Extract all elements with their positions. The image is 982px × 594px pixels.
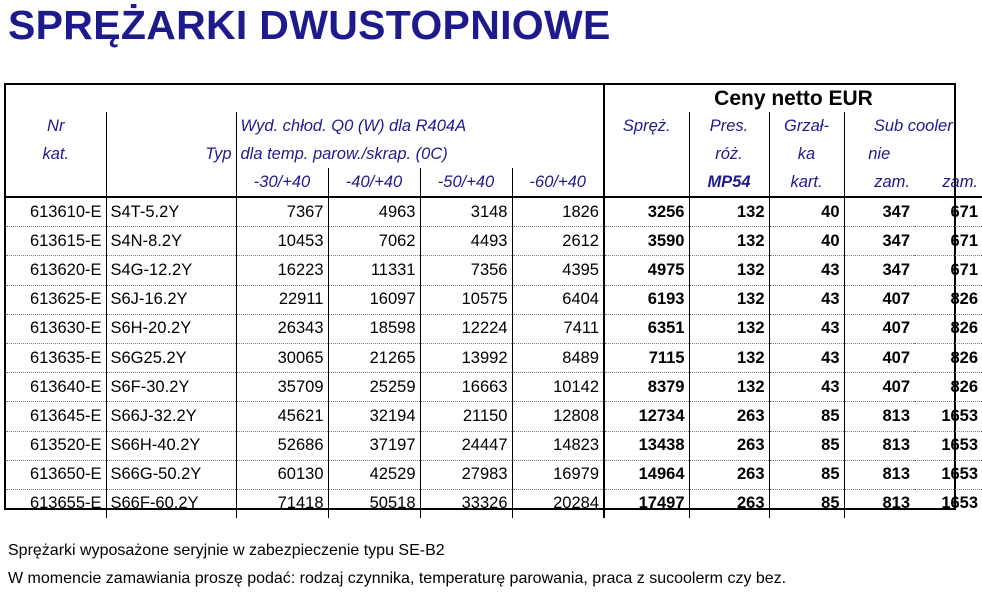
price-compressor: 13438: [604, 431, 689, 460]
table-row: [6, 343, 982, 372]
model-type: S66H-40.2Y: [106, 431, 236, 460]
price-compressor: 17497: [604, 489, 689, 518]
model-type: S4T-5.2Y: [106, 197, 236, 227]
footnote-1: Sprężarki wyposażone seryjnie w zabezpieczenie typu SE-B2: [8, 542, 445, 559]
price-subcooler-yes: 1653: [941, 494, 979, 513]
header-heater: Grzał-: [769, 112, 844, 140]
price-group-header: Ceny netto EUR: [604, 85, 982, 112]
price-subcooler-no: 407: [844, 285, 914, 314]
price-heater: 40: [769, 197, 844, 227]
model-type: S6J-16.2Y: [106, 285, 236, 314]
price-compressor: 6351: [604, 314, 689, 343]
price-heater: 85: [769, 460, 844, 489]
price-subcooler-yes: 1653: [914, 402, 982, 431]
table-row: [6, 256, 982, 285]
capacity-50: 21150: [420, 402, 512, 431]
price-subcooler-no: 813: [844, 402, 914, 431]
capacity-50: 4493: [420, 227, 512, 256]
capacity-30: 16223: [236, 256, 328, 285]
capacity-50: 16663: [420, 373, 512, 402]
catalog-number: 613520-E: [6, 431, 106, 460]
price-subcooler-no: 407: [844, 343, 914, 372]
price-subcooler-yes: 826: [914, 285, 982, 314]
capacity-40: 50518: [328, 489, 420, 518]
capacity-30: 71418: [236, 489, 328, 518]
header-ka: ka: [769, 140, 844, 168]
capacity-30: 52686: [236, 431, 328, 460]
price-subcooler-no: 407: [844, 314, 914, 343]
price-table-frame: [4, 83, 979, 513]
price-subcooler-no: 813: [844, 489, 914, 518]
price-pressure-switch: 132: [689, 314, 769, 343]
capacity-60: 10142: [512, 373, 604, 402]
capacity-30: 30065: [236, 343, 328, 372]
capacity-30: 26343: [236, 314, 328, 343]
model-type: S66G-50.2Y: [106, 460, 236, 489]
table-row: [6, 402, 982, 431]
header-blank3: [914, 140, 982, 168]
price-subcooler-yes: 671: [914, 227, 982, 256]
catalog-number: 613640-E: [6, 373, 106, 402]
model-type: S4N-8.2Y: [106, 227, 236, 256]
price-pressure-switch: 132: [689, 343, 769, 372]
table-row: [6, 314, 982, 343]
header-blank5: [106, 168, 236, 197]
model-type: S6G25.2Y: [106, 343, 236, 372]
price-compressor: 4975: [604, 256, 689, 285]
price-compressor: 3256: [604, 197, 689, 227]
table-row: [6, 489, 982, 518]
capacity-60: 16979: [512, 460, 604, 489]
header-t1: -30/+40: [236, 168, 328, 197]
price-subcooler-no: 407: [844, 373, 914, 402]
price-pressure-switch: 132: [689, 285, 769, 314]
price-subcooler-yes: 1653: [914, 431, 982, 460]
capacity-30: 7367: [236, 197, 328, 227]
price-compressor: 7115: [604, 343, 689, 372]
price-heater: 40: [769, 227, 844, 256]
capacity-50: 3148: [420, 197, 512, 227]
header-kat: kat.: [42, 144, 70, 163]
header-t3: -50/+40: [420, 168, 512, 197]
capacity-40: 4963: [328, 197, 420, 227]
catalog-number: 613615-E: [6, 227, 106, 256]
capacity-60: 6404: [512, 285, 604, 314]
table-body: [6, 197, 982, 518]
header-nr: Nr: [47, 116, 65, 135]
header-nie: nie: [844, 140, 914, 168]
price-subcooler-no: 813: [844, 460, 914, 489]
header-blank6: [604, 168, 689, 197]
capacity-40: 21265: [328, 343, 420, 372]
price-subcooler-yes: 671: [914, 197, 982, 227]
header-roz: róż.: [689, 140, 769, 168]
header-subcooler: Sub cooler: [844, 112, 982, 140]
capacity-40: 42529: [328, 460, 420, 489]
capacity-50: 13992: [420, 343, 512, 372]
price-compressor: 8379: [604, 373, 689, 402]
capacity-60: 1826: [512, 197, 604, 227]
capacity-60: 20284: [512, 489, 604, 518]
price-compressor: 6193: [604, 285, 689, 314]
catalog-number: 613625-E: [6, 285, 106, 314]
capacity-40: 7062: [328, 227, 420, 256]
table-row: [6, 431, 982, 460]
price-heater: 43: [769, 256, 844, 285]
header-kart: kart.: [769, 168, 844, 197]
capacity-50: 12224: [420, 314, 512, 343]
capacity-60: 2612: [512, 227, 604, 256]
price-heater: 43: [769, 314, 844, 343]
catalog-number: 613645-E: [6, 402, 106, 431]
capacity-40: 11331: [328, 256, 420, 285]
price-heater: 85: [769, 489, 844, 518]
capacity-40: 32194: [328, 402, 420, 431]
table-row: [6, 373, 982, 402]
capacity-30: 22911: [236, 285, 328, 314]
catalog-number: 613650-E: [6, 460, 106, 489]
price-pressure-switch: 132: [689, 227, 769, 256]
capacity-50: 33326: [420, 489, 512, 518]
header-blank2: [604, 140, 689, 168]
price-compressor: 12734: [604, 402, 689, 431]
page-title: SPRĘŻARKI DWUSTOPNIOWE: [8, 2, 611, 48]
model-type: S4G-12.2Y: [106, 256, 236, 285]
header-zam2: zam.: [914, 168, 982, 197]
header-t4: -60/+40: [512, 168, 604, 197]
catalog-number: 613610-E: [6, 197, 106, 227]
header-blank4: [6, 168, 106, 197]
header-temp: dla temp. parow./skrap. (0C): [236, 140, 604, 168]
price-subcooler-yes: 826: [914, 343, 982, 372]
catalog-number: 613655-E: [29, 494, 102, 513]
capacity-30: 10453: [236, 227, 328, 256]
model-type: S6H-20.2Y: [106, 314, 236, 343]
header-typ: Typ: [106, 140, 236, 168]
price-heater: 85: [769, 431, 844, 460]
price-compressor: 3590: [604, 227, 689, 256]
capacity-40: 16097: [328, 285, 420, 314]
footnote-2: W momencie zamawiania proszę podać: rodzaj czynnika, temperaturę parowania, praca z sucoolerm czy bez.: [8, 570, 787, 587]
price-pressure-switch: 132: [689, 197, 769, 227]
capacity-30: 60130: [236, 460, 328, 489]
capacity-50: 27983: [420, 460, 512, 489]
catalog-number: 613630-E: [6, 314, 106, 343]
table-row: [6, 460, 982, 489]
model-type: S66F-60.2Y: [106, 489, 236, 518]
price-pressure-switch: 263: [689, 460, 769, 489]
price-subcooler-no: 347: [844, 256, 914, 285]
header-capacity: Wyd. chłod. Q0 (W) dla R404A: [236, 112, 604, 140]
capacity-40: 37197: [328, 431, 420, 460]
price-subcooler-yes: 1653: [914, 460, 982, 489]
header-mp54: MP54: [689, 168, 769, 197]
price-pressure-switch: 132: [689, 256, 769, 285]
table-row: [6, 285, 982, 314]
price-heater: 43: [769, 343, 844, 372]
price-subcooler-yes: 826: [914, 373, 982, 402]
capacity-60: 8489: [512, 343, 604, 372]
capacity-50: 10575: [420, 285, 512, 314]
price-pressure-switch: 263: [689, 402, 769, 431]
header-pressure: Pres.: [689, 112, 769, 140]
capacity-40: 18598: [328, 314, 420, 343]
capacity-60: 14823: [512, 431, 604, 460]
price-subcooler-no: 347: [844, 197, 914, 227]
capacity-50: 7356: [420, 256, 512, 285]
price-subcooler-no: 347: [844, 227, 914, 256]
capacity-60: 7411: [512, 314, 604, 343]
header-t2: -40/+40: [328, 168, 420, 197]
capacity-60: 12808: [512, 402, 604, 431]
price-heater: 85: [769, 402, 844, 431]
price-pressure-switch: 263: [689, 489, 769, 518]
price-table: [6, 85, 982, 518]
header-compressor: Spręż.: [604, 112, 689, 140]
capacity-30: 45621: [236, 402, 328, 431]
catalog-number: 613635-E: [6, 343, 106, 372]
price-subcooler-no: 813: [844, 431, 914, 460]
price-subcooler-yes: 826: [914, 314, 982, 343]
header-blank: [106, 112, 236, 140]
price-compressor: 14964: [604, 460, 689, 489]
model-type: S6F-30.2Y: [106, 373, 236, 402]
table-row: [6, 197, 982, 227]
table-row: [6, 227, 982, 256]
capacity-50: 24447: [420, 431, 512, 460]
price-heater: 43: [769, 373, 844, 402]
price-subcooler-yes: 671: [914, 256, 982, 285]
price-heater: 43: [769, 285, 844, 314]
catalog-number: 613620-E: [6, 256, 106, 285]
capacity-60: 4395: [512, 256, 604, 285]
capacity-40: 25259: [328, 373, 420, 402]
price-pressure-switch: 132: [689, 373, 769, 402]
price-pressure-switch: 263: [689, 431, 769, 460]
model-type: S66J-32.2Y: [106, 402, 236, 431]
capacity-30: 35709: [236, 373, 328, 402]
header-zam1: zam.: [844, 168, 914, 197]
